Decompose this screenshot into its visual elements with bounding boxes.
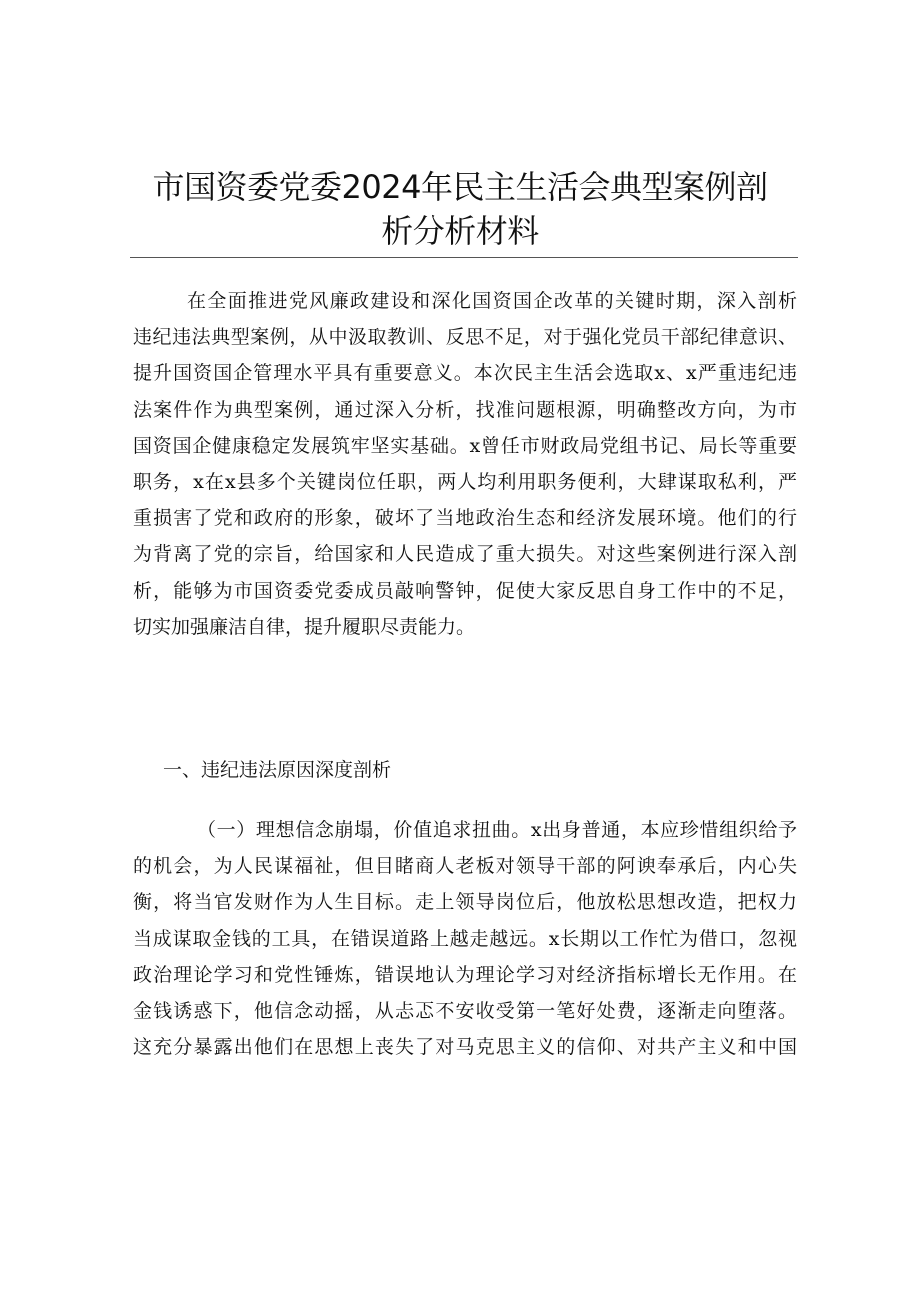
paragraph-line: 重损害了党和政府的形象，破坏了当地政治生态和经济发展环境。他们的行 (133, 507, 797, 530)
paragraph-line: 衡，将当官发财作为人生目标。走上领导岗位后，他放松思想改造，把权力 (133, 891, 797, 914)
paragraph-line: 在全面推进党风廉政建设和深化国资国企改革的关键时期，深入剖析 (187, 290, 797, 312)
title-line-1: 市国资委党委2024年民主生活会典型案例剖 (152, 168, 768, 206)
paragraph-line: 违纪违法典型案例，从中汲取教训、反思不足，对于强化党员干部纪律意识、 (133, 326, 797, 349)
paragraph-line: 政治理论学习和党性锤炼，错误地认为理论学习对经济指标增长无作用。在 (133, 963, 797, 986)
paragraph-line: 切实加强廉洁自律，提升履职尽责能力。 (133, 615, 476, 638)
paragraph-intro (133, 283, 797, 645)
paragraph-section-1 (133, 812, 797, 1065)
paragraph-line: 当成谋取金钱的工具，在错误道路上越走越远。x长期以工作忙为借口，忽视 (133, 927, 797, 950)
paragraph-line: 的机会，为人民谋福祉，但目睹商人老板对领导干部的阿谀奉承后，内心失 (133, 855, 797, 878)
title-line-2: 析分析材料 (381, 212, 539, 250)
section-heading: 一、违纪违法原因深度剖析 (163, 759, 392, 781)
paragraph-line: 国资国企健康稳定发展筑牢坚实基础。x曾任市财政局党组书记、局长等重要 (133, 434, 797, 457)
paragraph-line: （一）理想信念崩塌，价值追求扭曲。x出身普通，本应珍惜组织给予 (197, 819, 797, 841)
document-title (130, 165, 790, 253)
paragraph-line: 析，能够为市国资委党委成员敲响警钟，促使大家反思自身工作中的不足， (133, 579, 797, 602)
paragraph-line: 这充分暴露出他们在思想上丧失了对马克思主义的信仰、对共产主义和中国 (133, 1036, 797, 1059)
paragraph-line: 提升国资国企管理水平具有重要意义。本次民主生活会选取x、x严重违纪违 (133, 362, 797, 385)
paragraph-line: 为背离了党的宗旨，给国家和人民造成了重大损失。对这些案例进行深入剖 (133, 543, 797, 566)
paragraph-line: 职务，x在x县多个关键岗位任职，两人均利用职务便利，大肆谋取私利，严 (133, 470, 797, 493)
title-underline (130, 257, 798, 258)
paragraph-line: 法案件作为典型案例，通过深入分析，找准问题根源，明确整改方向，为市 (133, 398, 797, 421)
paragraph-line: 金钱诱惑下，他信念动摇，从忐忑不安收受第一笔好处费，逐渐走向堕落。 (133, 999, 797, 1022)
